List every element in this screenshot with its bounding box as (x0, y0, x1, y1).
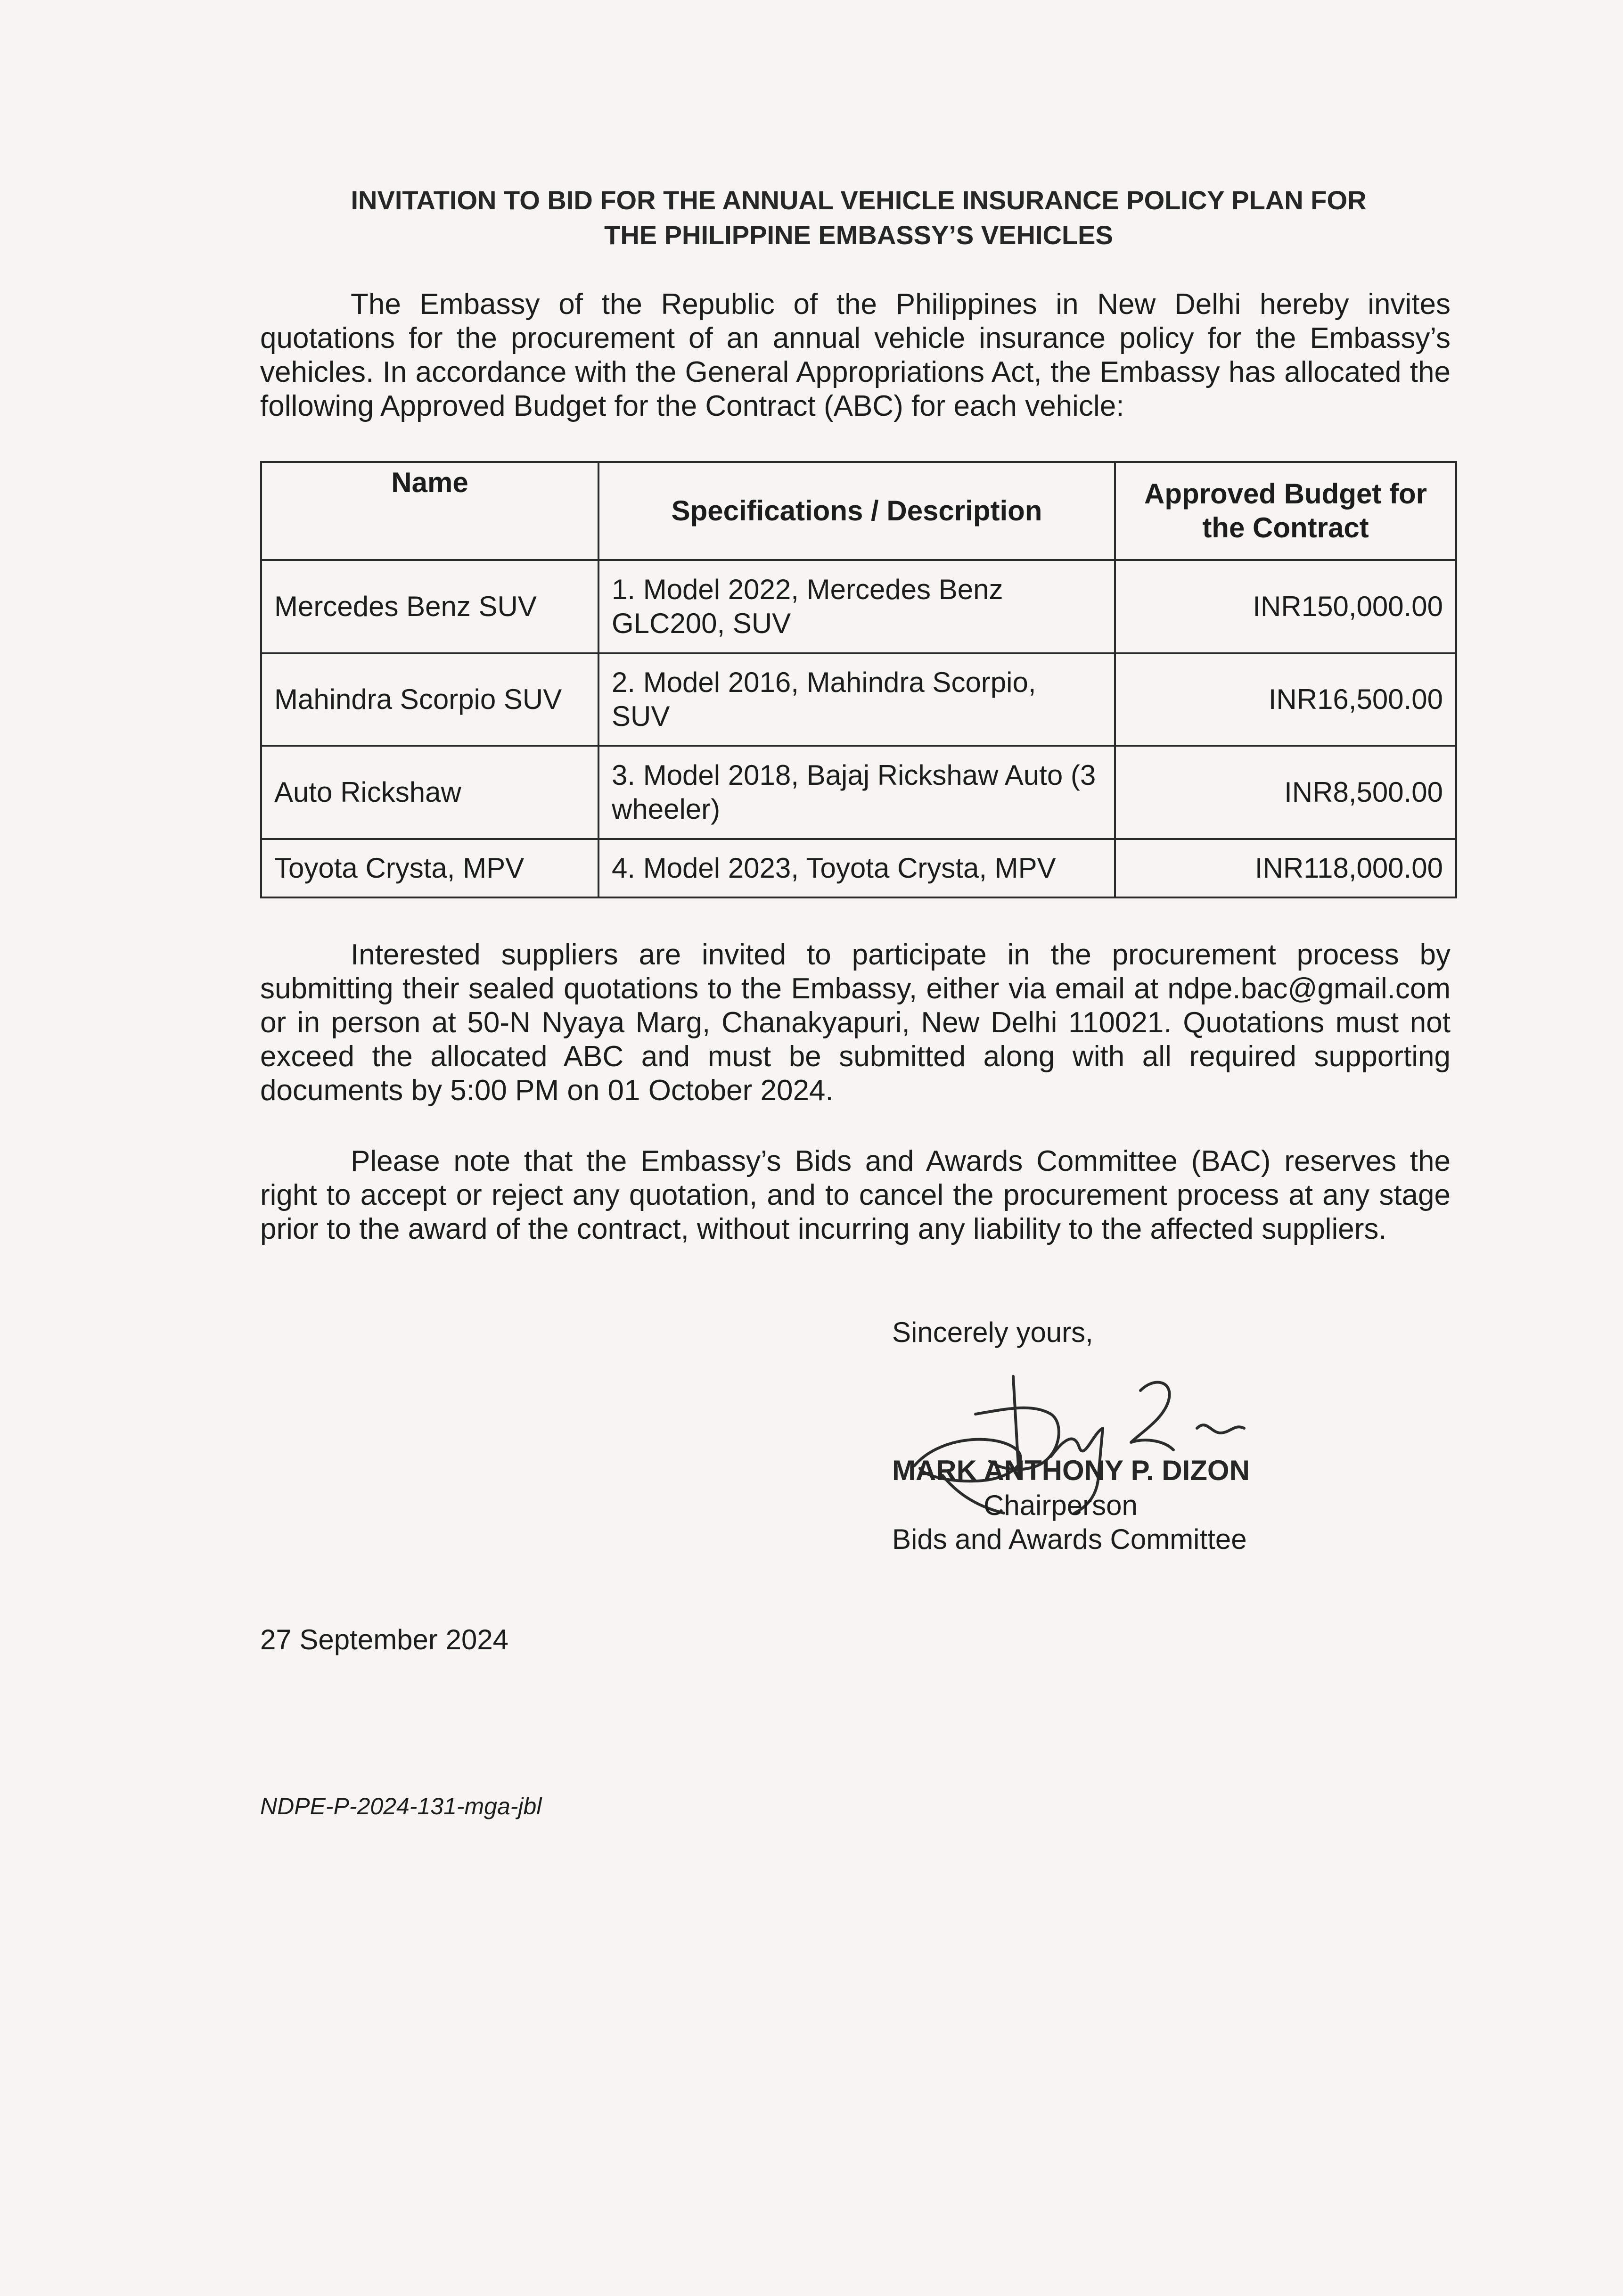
vehicle-specification: 2. Model 2016, Mahindra Scorpio, SUV (598, 653, 1115, 746)
vehicle-name: Mahindra Scorpio SUV (261, 653, 598, 746)
signer-committee: Bids and Awards Committee (892, 1523, 1247, 1555)
submission-paragraph (260, 938, 1451, 1108)
closing-salutation: Sincerely yours, (892, 1317, 1093, 1348)
note-paragraph: Please note that the Embassy’s Bids and Awards Committee (BAC) reserves the right to accept or reject any quotation, and to cancel the procurement process at any stage prior to the award of the contract, without incurring any liability to the affected suppliers. (260, 1145, 1451, 1245)
vehicle-specification: 4. Model 2023, Toyota Crysta, MPV (598, 839, 1115, 897)
vehicle-budget: INR8,500.00 (1115, 746, 1456, 839)
table-row (261, 653, 1456, 746)
signer-name: MARK ANTHONY P. DIZON (892, 1455, 1250, 1486)
vehicle-name: Toyota Crysta, MPV (261, 839, 598, 897)
header-specifications: Specifications / Description (598, 462, 1115, 560)
letter-date: 27 September 2024 (260, 1624, 509, 1655)
budget-table (260, 461, 1457, 898)
table-row (261, 746, 1456, 839)
table-row (261, 560, 1456, 653)
title-line-1: INVITATION TO BID FOR THE ANNUAL VEHICLE INSURANCE POLICY PLAN FOR (351, 185, 1367, 215)
reference-code: NDPE-P-2024-131-mga-jbl (260, 1793, 542, 1819)
vehicle-budget: INR150,000.00 (1115, 560, 1456, 653)
title-line-2: THE PHILIPPINE EMBASSY’S VEHICLES (604, 220, 1113, 250)
submission-text: Interested suppliers are invited to participate in the procurement process by submitting their sealed quotations to the Embassy, either via email at ndpe.bac@gmail.com or in person at 50-N Nyaya Marg, Chanakyapuri, New Delhi 110021. Quotations must not exceed the allocated ABC and must be submitted along with all required supporting documents by 5:00 PM on 01 October 2024. (260, 938, 1451, 1107)
table-header-row (261, 462, 1456, 560)
vehicle-budget: INR118,000.00 (1115, 839, 1456, 897)
header-approved-budget: Approved Budget for the Contract (1115, 462, 1456, 560)
intro-paragraph: The Embassy of the Republic of the Philippines in New Delhi hereby invites quotations for the procurement of an annual vehicle insurance policy for the Embassy’s vehicles. In accordance with the General Appropriations Act, the Embassy has allocated the following Approved Budget for the Contract (ABC) for each vehicle: (260, 288, 1451, 422)
vehicle-budget: INR16,500.00 (1115, 653, 1456, 746)
vehicle-name: Mercedes Benz SUV (261, 560, 598, 653)
table-row (261, 839, 1456, 897)
header-name: Name (261, 462, 598, 560)
signer-title: Chairperson (984, 1490, 1138, 1521)
vehicle-specification: 3. Model 2018, Bajaj Rickshaw Auto (3 wheeler) (598, 746, 1115, 839)
vehicle-name: Auto Rickshaw (261, 746, 598, 839)
vehicle-specification: 1. Model 2022, Mercedes Benz GLC200, SUV (598, 560, 1115, 653)
document-title (260, 183, 1457, 253)
